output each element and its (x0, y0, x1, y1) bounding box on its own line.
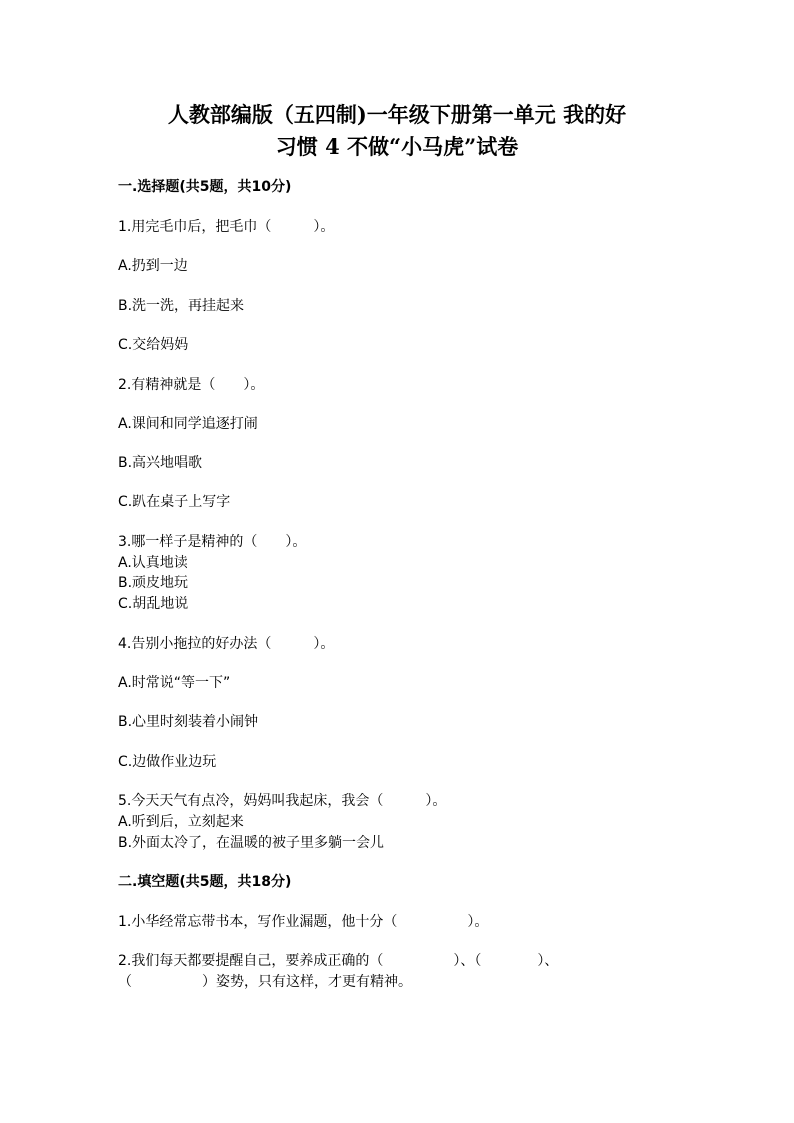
answer-option: C.胡乱地说 (118, 596, 189, 612)
question-stem: 1.小华经常忘带书本，写作业漏题，他十分（ ）。 (118, 914, 489, 930)
answer-option: A.听到后，立刻起来 (118, 814, 244, 830)
answer-option: B.心里时刻装着小闹钟 (118, 714, 259, 730)
answer-option: A.课间和同学追逐打闹 (118, 416, 258, 432)
question-stem: 5.今天天气有点冷，妈妈叫我起床，我会（ ）。 (118, 793, 447, 809)
page-title-line-1: 人教部编版（五四制)一年级下册第一单元 我的好 (167, 102, 627, 127)
question-stem: 3.哪一样子是精神的（ ）。 (118, 534, 307, 550)
question-stem-continuation: （ ）姿势，只有这样，才更有精神。 (118, 974, 412, 990)
answer-option: B.洗一洗，再挂起来 (118, 298, 245, 314)
page-title-line-2: 习惯 4 不做“小马虎”试卷 (275, 134, 519, 159)
question-stem: 2.我们每天都要提醒自己，要养成正确的（ ）、（ ）、 (118, 953, 559, 969)
answer-option: C.交给妈妈 (118, 337, 189, 353)
answer-option: A.时常说“等一下” (118, 675, 231, 691)
question-stem: 1.用完毛巾后，把毛巾（ ）。 (118, 219, 335, 235)
answer-option: A.认真地读 (118, 555, 188, 571)
answer-option: B.顽皮地玩 (118, 575, 189, 591)
answer-option: A.扔到一边 (118, 258, 188, 274)
section-heading-choice: 一.选择题(共5题，共10分) (118, 179, 292, 195)
answer-option: C.趴在桌子上写字 (118, 494, 231, 510)
question-stem: 4.告别小拖拉的好办法（ ）。 (118, 636, 335, 652)
question-stem: 2.有精神就是（ ）。 (118, 377, 265, 393)
answer-option: C.边做作业边玩 (118, 754, 217, 770)
answer-option: B.外面太冷了，在温暖的被子里多躺一会儿 (118, 835, 385, 851)
section-heading-fill-blank: 二.填空题(共5题，共18分) (118, 874, 292, 890)
answer-option: B.高兴地唱歌 (118, 455, 203, 471)
